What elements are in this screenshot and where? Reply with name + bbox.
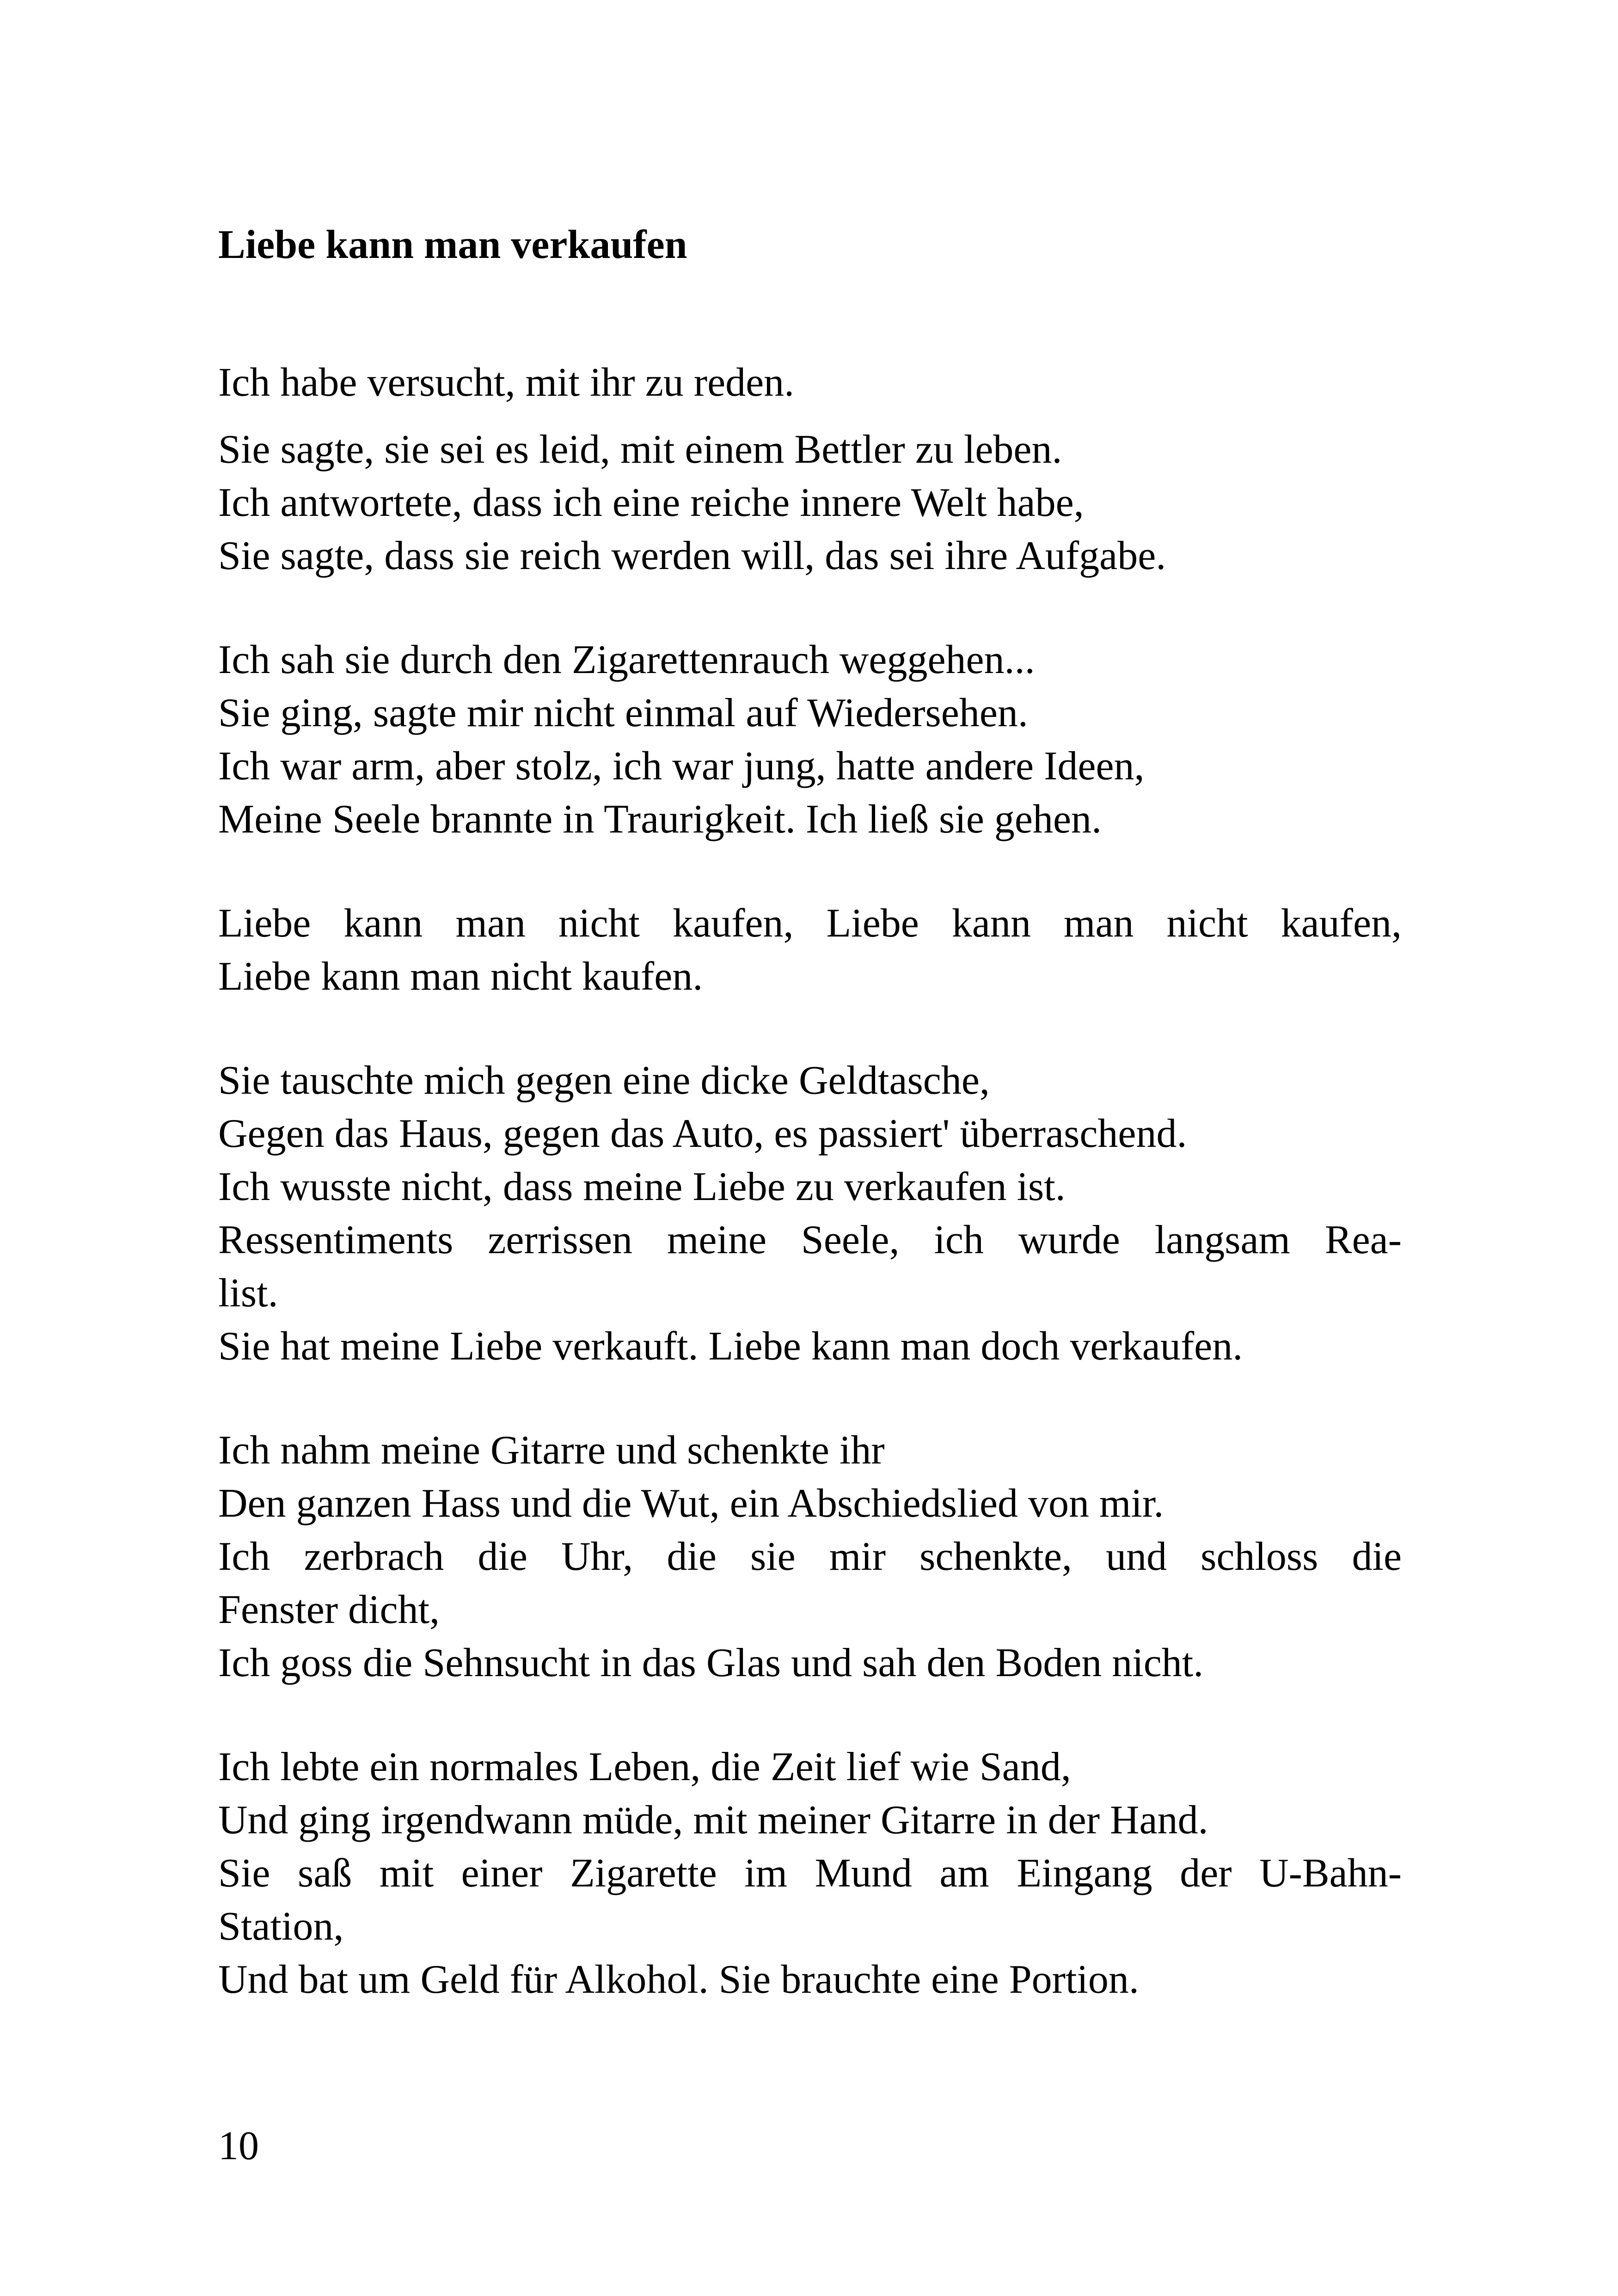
poem-line: Fenster dicht, (218, 1587, 440, 1632)
poem-line: Gegen das Haus, gegen das Auto, es passiert' überraschend. (218, 1111, 1187, 1156)
poem-line: Ich zerbrach die Uhr, die sie mir schenkte, und schloss die (218, 1534, 1402, 1579)
poem-line: Sie hat meine Liebe verkauft. Liebe kann man doch verkaufen. (218, 1324, 1243, 1369)
poem-line: Den ganzen Hass und die Wut, ein Abschiedslied von mir. (218, 1481, 1164, 1526)
poem-line: Ich habe versucht, mit ihr zu reden. (218, 360, 795, 405)
poem-body (218, 356, 1402, 2057)
stanza-7 (218, 1740, 1402, 2006)
poem-line: Liebe kann man nicht kaufen, Liebe kann man nicht kaufen, (218, 901, 1402, 946)
poem-title: Liebe kann man verkaufen (218, 222, 687, 267)
poem-line: Sie sagte, dass sie reich werden will, das sei ihre Aufgabe. (218, 533, 1166, 578)
stanza-5 (218, 1054, 1402, 1373)
poem-line: Liebe kann man nicht kaufen. (218, 954, 703, 999)
stanza-1 (218, 356, 1402, 409)
poem-line: Sie tauschte mich gegen eine dicke Geldtasche, (218, 1058, 990, 1103)
page-number: 10 (218, 2124, 259, 2168)
poem-line: Sie saß mit einer Zigarette im Mund am Eingang der U-Bahn- (218, 1851, 1402, 1896)
poem-line: Ich war arm, aber stolz, ich war jung, hatte andere Ideen, (218, 744, 1145, 789)
poem-line: Sie sagte, sie sei es leid, mit einem Bettler zu leben. (218, 427, 1062, 472)
poem-line: Ich nahm meine Gitarre und schenkte ihr (218, 1428, 885, 1473)
poem-line: Ich sah sie durch den Zigarettenrauch weggehen... (218, 637, 1035, 682)
poem-line: Ressentiments zerrissen meine Seele, ich wurde langsam Rea- (218, 1218, 1402, 1262)
poem-line: Meine Seele brannte in Traurigkeit. Ich ließ sie gehen. (218, 797, 1102, 842)
stanza-3 (218, 633, 1402, 846)
poem-line: list. (218, 1271, 278, 1316)
stanza-6 (218, 1424, 1402, 1690)
stanza-2 (218, 423, 1402, 582)
poem-line: Und bat um Geld für Alkohol. Sie brauchte eine Portion. (218, 1957, 1139, 2002)
stanza-4 (218, 897, 1402, 1003)
poem-line: Station, (218, 1904, 344, 1949)
poem-line: Und ging irgendwann müde, mit meiner Gitarre in der Hand. (218, 1798, 1208, 1843)
poem-line: Ich lebte ein normales Leben, die Zeit lief wie Sand, (218, 1745, 1071, 1789)
poem-line: Ich wusste nicht, dass meine Liebe zu verkaufen ist. (218, 1164, 1066, 1209)
poem-line: Ich goss die Sehnsucht in das Glas und sah den Boden nicht. (218, 1641, 1204, 1685)
poem-line: Sie ging, sagte mir nicht einmal auf Wiedersehen. (218, 691, 1028, 735)
poem-line: Ich antwortete, dass ich eine reiche innere Welt habe, (218, 480, 1084, 525)
